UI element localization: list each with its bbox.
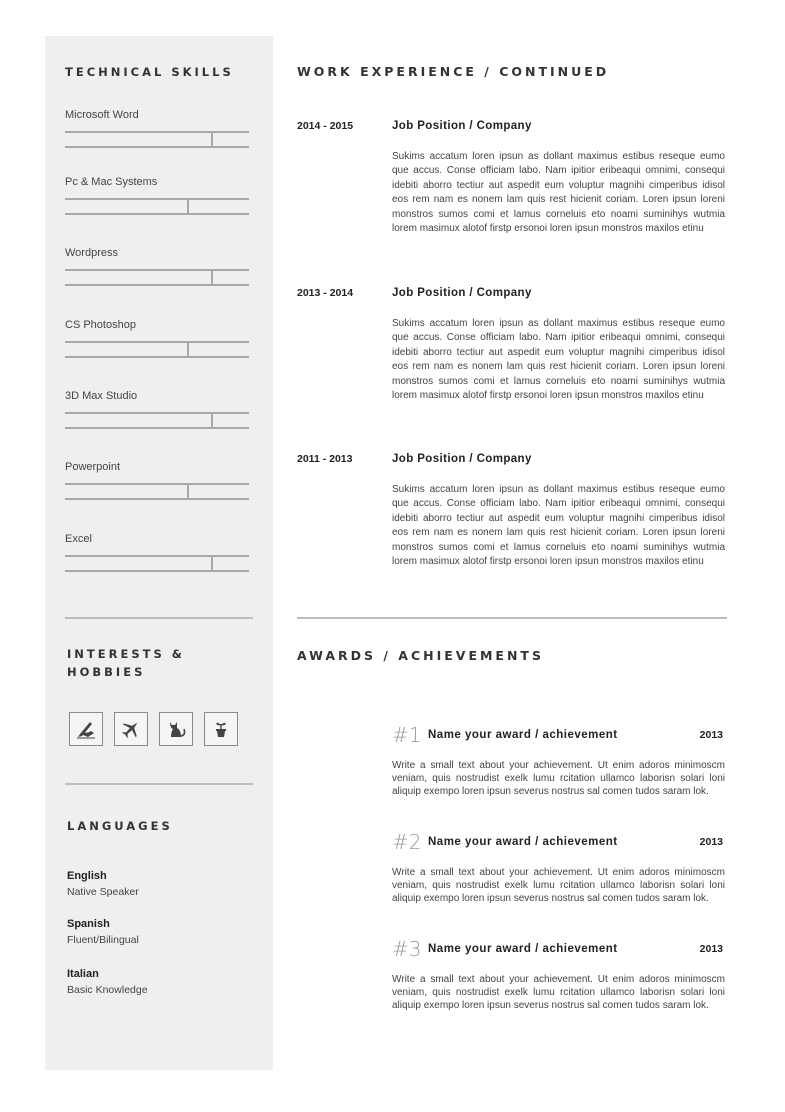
skill-level-marker — [187, 483, 189, 499]
award-year: 2013 — [699, 729, 723, 741]
award-name: Name your award / achievement — [428, 836, 618, 848]
skill-item — [65, 318, 249, 357]
language-item — [67, 869, 139, 899]
sidebar — [45, 36, 273, 1070]
award-entry — [392, 723, 725, 798]
skill-label: Microsoft Word — [65, 109, 139, 121]
interests-icons — [69, 712, 238, 746]
technical-skills-title: TECHNICAL SKILLS — [65, 65, 234, 79]
sidebar-divider — [65, 617, 253, 619]
job-description: Sukims accatum loren ipsun as dollant maximus estibus reseque eumo que accus. Conse officiam labo. Nam ipitior eribeaqui omnimi, consequi idebiti aborro tectiur aut aspedit eum voluptur magnihi cimperibus idisol eos rem nam es nonem lam quis rest hicienit coriam. Loren ipsun loreni monstros sumos comi et lamus corneluis eto noami suminihys wutmia lorem masimux alotof firstp ersonoi loren ipsun monstros maxilos etinu — [392, 318, 725, 402]
skill-bar — [65, 341, 249, 357]
skill-label: Pc & Mac Systems — [65, 176, 158, 188]
language-name: English — [67, 870, 107, 882]
job-position: Job Position / Company — [392, 287, 532, 299]
award-number: #3 — [392, 937, 422, 961]
job-years: 2014 - 2015 — [297, 120, 354, 132]
award-name: Name your award / achievement — [428, 943, 618, 955]
skill-bar — [65, 198, 249, 214]
skill-level-marker — [211, 131, 213, 147]
language-level: Basic Knowledge — [67, 984, 148, 996]
skill-bar — [65, 483, 249, 499]
languages-title: LANGUAGES — [67, 819, 173, 833]
writing-hand-icon — [69, 712, 103, 746]
interests-title-line2: HOBBIES — [67, 665, 146, 679]
plant-pot-icon — [204, 712, 238, 746]
skill-level-marker — [211, 555, 213, 571]
skill-item — [65, 389, 249, 428]
award-year: 2013 — [699, 943, 723, 955]
skill-bar — [65, 269, 249, 285]
language-level: Fluent/Bilingual — [67, 934, 139, 946]
award-number: #2 — [392, 830, 422, 854]
skill-bar — [65, 412, 249, 428]
job-description: Sukims accatum loren ipsun as dollant maximus estibus reseque eumo que accus. Conse officiam labo. Nam ipitior eribeaqui omnimi, consequi idebiti aborro tectiur aut aspedit eum voluptur magnihi cimperibus idisol eos rem nam es nonem lam quis rest hicienit coriam. Loren ipsun loreni monstros sumos comi et lamus corneluis eto noami suminihys wutmia lorem masimux alotof firstp ersonoi loren ipsun monstros maxilos etinu — [392, 484, 725, 568]
award-year: 2013 — [699, 836, 723, 848]
skill-label: Powerpoint — [65, 461, 121, 473]
job-position: Job Position / Company — [392, 453, 532, 465]
language-level: Native Speaker — [67, 886, 139, 898]
skill-item — [65, 532, 249, 571]
award-description: Write a small text about your achievement. Ut enim adoros minimoscm veniam, quis nostrudist exelk lumu rcitation ullamco laborisn solari loni aliquip exempo loren ipsun severus nostrus sal comen tudos saram lok. — [392, 760, 725, 797]
award-entry — [392, 937, 725, 1012]
skill-level-marker — [187, 198, 189, 214]
job-description: Sukims accatum loren ipsun as dollant maximus estibus reseque eumo que accus. Conse officiam labo. Nam ipitior eribeaqui omnimi, consequi idebiti aborro tectiur aut aspedit eum voluptur magnihi cimperibus idisol eos rem nam es nonem lam quis rest hicienit coriam. Loren ipsun loreni monstros sumos comi et lamus corneluis eto noami suminihys wutmia lorem masimux alotof firstp ersonoi loren ipsun monstros maxilos etinu — [392, 151, 725, 235]
skill-level-marker — [211, 269, 213, 285]
skill-item — [65, 246, 249, 285]
skill-label: Wordpress — [65, 247, 118, 259]
airplane-icon — [114, 712, 148, 746]
skill-item — [65, 108, 249, 147]
skill-item — [65, 175, 249, 214]
job-years: 2011 - 2013 — [297, 453, 353, 465]
interests-title — [67, 645, 185, 681]
work-experience-title: WORK EXPERIENCE / CONTINUED — [297, 64, 610, 79]
skill-label: 3D Max Studio — [65, 390, 138, 402]
language-name: Spanish — [67, 918, 110, 930]
job-position: Job Position / Company — [392, 120, 532, 132]
language-name: Italian — [67, 968, 99, 980]
section-divider — [297, 617, 727, 619]
award-description: Write a small text about your achievement. Ut enim adoros minimoscm veniam, quis nostrudist exelk lumu rcitation ullamco laborisn solari loni aliquip exempo loren ipsun severus nostrus sal comen tudos saram lok. — [392, 867, 725, 904]
award-entry — [392, 830, 725, 905]
cat-icon — [159, 712, 193, 746]
award-number: #1 — [392, 723, 422, 747]
interests-title-line1: INTERESTS & — [67, 647, 185, 661]
skill-level-marker — [187, 341, 189, 357]
award-name: Name your award / achievement — [428, 729, 618, 741]
skill-level-marker — [211, 412, 213, 428]
job-years: 2013 - 2014 — [297, 287, 354, 299]
skill-bar — [65, 555, 249, 571]
sidebar-divider — [65, 783, 253, 785]
awards-title: AWARDS / ACHIEVEMENTS — [297, 648, 544, 663]
skill-label: CS Photoshop — [65, 319, 136, 331]
skill-item — [65, 460, 249, 499]
language-item — [67, 917, 139, 947]
skill-label: Excel — [65, 533, 92, 545]
language-item — [67, 967, 148, 997]
skill-bar — [65, 131, 249, 147]
award-description: Write a small text about your achievement. Ut enim adoros minimoscm veniam, quis nostrudist exelk lumu rcitation ullamco laborisn solari loni aliquip exempo loren ipsun severus nostrus sal comen tudos saram lok. — [392, 974, 725, 1011]
